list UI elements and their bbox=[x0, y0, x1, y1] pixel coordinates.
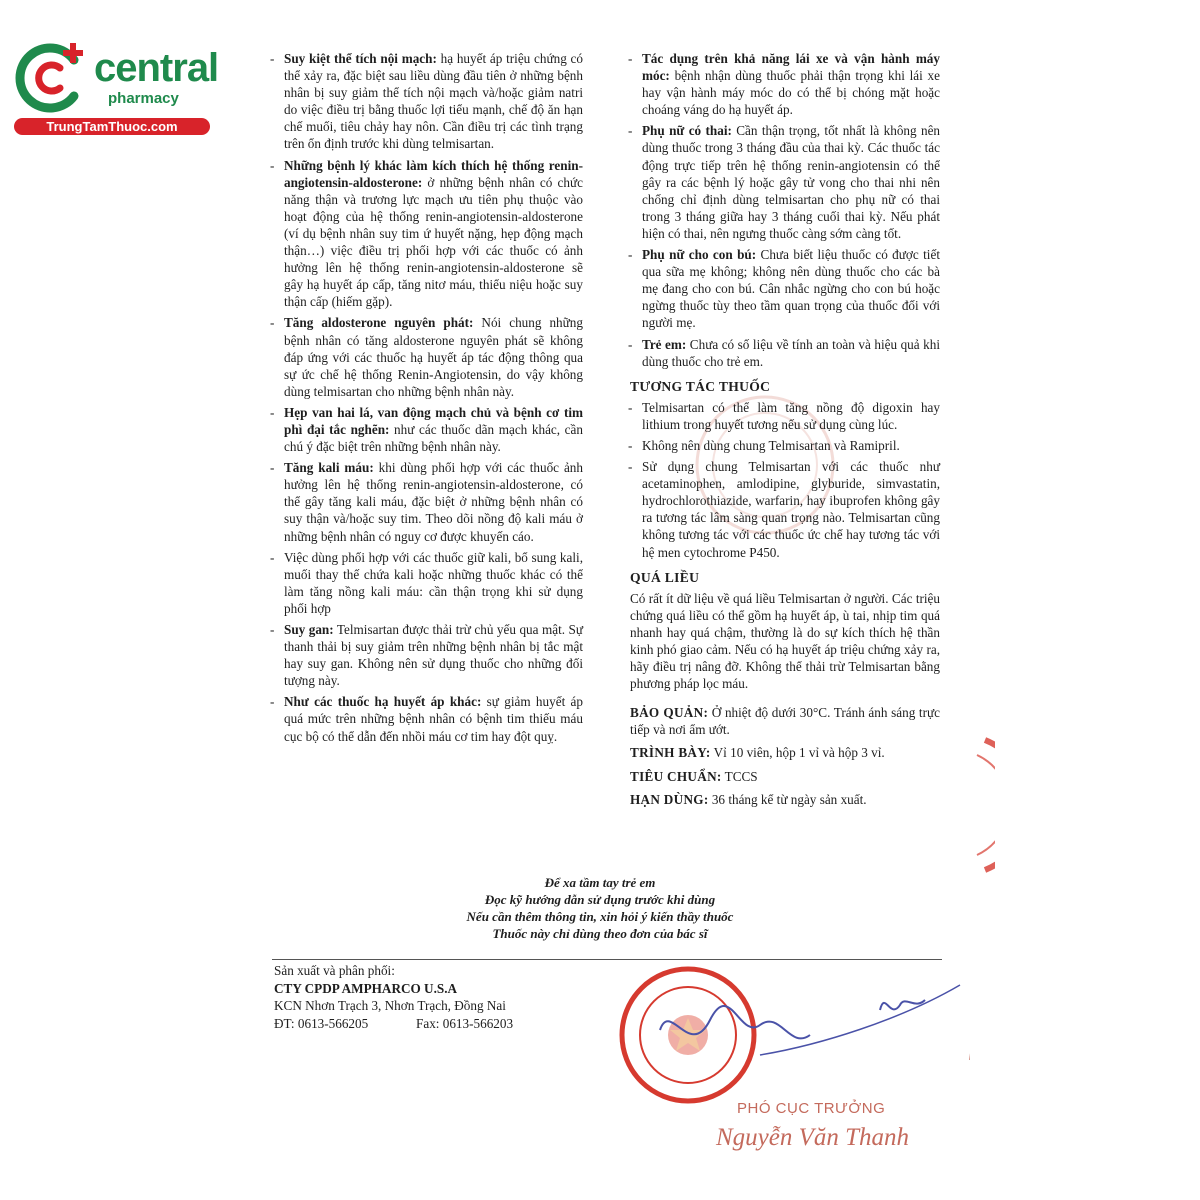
section-title-overdose: QUÁ LIỀU bbox=[630, 569, 700, 585]
list-item: - Sử dụng chung Telmisartan với các thuốc như acetaminophen, amlodipine, glyburide, simvastatin, hydrochlorothiazide, warfarin, hay ibuprofen không gây ra tương tác lâm sàng quan trọng nào. Telmisartan cũng không tương tác với các thuốc ức chế hay tương tác với hệ men cytochrome P450. bbox=[628, 459, 940, 560]
list-item: - Như các thuốc hạ huyết áp khác: sự giảm huyết áp quá mức trên những bệnh nhân có bệnh tim thiếu máu cục bộ có thể dẫn đến nhồi máu cơ tim hay đột quỵ. bbox=[270, 694, 583, 744]
packaging-line: TRÌNH BÀY: Vỉ 10 viên, hộp 1 vỉ và hộp 3 vỉ. bbox=[630, 745, 885, 761]
standard-line: TIÊU CHUẨN: TCCS bbox=[630, 768, 758, 784]
overdose-text: Có rất ít dữ liệu về quá liều Telmisartan ở người. Các triệu chứng quá liều có thể gồm hạ huyết áp, ù tai, nhịp tim quá nhanh hay quá chậm, thường là do sự kích thích hệ thần kinh phó giao cảm. Nếu có hạ huyết áp triệu chứng xảy ra, hãy điều trị nâng đỡ. Không thể thải trừ Telmisartan bằng phương pháp lọc máu. bbox=[630, 590, 940, 692]
logo-site: TrungTamThuoc.com bbox=[14, 118, 210, 135]
logo-sub: pharmacy bbox=[108, 90, 179, 107]
list-item: - Phụ nữ cho con bú: Chưa biết liệu thuốc có được tiết qua sữa mẹ không; không nên dùng thuốc cho các bà mẹ đang cho con bú. Cân nhắc ngừng cho con bú hoặc ngừng thuốc tùy theo tầm quan trọng của thuốc đối với người mẹ. bbox=[628, 247, 940, 331]
logo-name: central bbox=[94, 46, 219, 90]
list-item: - Tăng kali máu: khi dùng phối hợp với các thuốc ảnh hưởng lên hệ thống renin-angiotensin-aldosterone, có thể gây tăng kali máu, đặc biệt ở những bệnh nhân có suy thận và/hoặc suy tim. Theo dõi nồng độ kali máu ở những bệnh nhân có nguy cơ được khuyến cáo. bbox=[270, 460, 583, 544]
manufacturer-company: CTY CPDP AMPHARCO U.S.A bbox=[274, 980, 458, 996]
section-title-interactions: TƯƠNG TÁC THUỐC bbox=[630, 378, 771, 394]
list-item: - Những bệnh lý khác làm kích thích hệ thống renin-angiotensin-aldosterone: ở những bệnh nhân có chức năng thận và trương lực mạch ưu tiên phụ thuộc vào hoạt động của hệ thống renin-angiotensin-aldosterone (ví dụ bệnh nhân suy tim ứ huyết nặng, hẹp động mạch thận…) việc điều trị phối hợp với các thuốc có ảnh hưởng lên hệ thống renin-angiotensin-aldosterone sẽ gây hạ huyết áp cấp, tăng nitơ máu, thiểu niệu hoặc suy thận cấp (hiếm gặp). bbox=[270, 157, 583, 310]
warning-line: Nếu cần thêm thông tin, xin hỏi ý kiến thầy thuốc bbox=[466, 909, 734, 924]
list-item: - Telmisartan có thể làm tăng nồng độ digoxin hay lithium trong huyết tương nếu sử dụng cùng lúc. bbox=[628, 399, 940, 432]
expiry-line: HẠN DÙNG: 36 tháng kể từ ngày sản xuất. bbox=[630, 791, 867, 807]
warning-line: Đọc kỹ hướng dẫn sử dụng trước khi dùng bbox=[484, 892, 716, 907]
list-item: - Hẹp van hai lá, van động mạch chủ và bệnh cơ tim phì đại tắc nghẽn: như các thuốc dãn mạch khác, cần chú ý đặc biệt trên những bệnh nhân này. bbox=[270, 404, 583, 455]
warning-line: Để xa tầm tay trẻ em bbox=[544, 875, 656, 890]
list-item: - Tác dụng trên khả năng lái xe và vận hành máy móc: bệnh nhận dùng thuốc phải thận trọng khi lái xe hay vận hành máy móc do có thể bị chóng mặt hoặc choáng váng do hạ huyết áp. bbox=[628, 51, 940, 118]
manufacturer-phone: ĐT: 0613-566205 bbox=[274, 1015, 369, 1031]
right-column bbox=[628, 50, 940, 814]
list-item: - Không nên dùng chung Telmisartan và Ramipril. bbox=[628, 437, 900, 453]
list-item: - Suy kiệt thể tích nội mạch: hạ huyết áp triệu chứng có thể xảy ra, đặc biệt sau liều dùng đầu tiên ở những bệnh nhân bị suy giảm thể tích nội mạch và/hoặc giảm natri do việc điều trị bằng thuốc lợi tiểu mạnh, chế độ ăn hạn chế muối, tiêu chảy hay nôn. Cần điều trị các tình trạng trên ổn định trước khi dùng telmisartan. bbox=[270, 51, 584, 152]
manufacturer-block bbox=[274, 962, 614, 1032]
signer-title: PHÓ CỤC TRƯỞNG bbox=[737, 1100, 886, 1117]
list-item: - Việc dùng phối hợp với các thuốc giữ kali, bổ sung kali, muối thay thế chứa kali hoặc những thuốc khác có thể làm tăng nồng kali máu: cần thận trọng khi sử dụng phối hợp bbox=[270, 549, 583, 616]
list-item: - Suy gan: Telmisartan được thải trừ chủ yếu qua mật. Sự thanh thải bị suy giảm trên những bệnh nhân bị tắc mật hay suy gan. Không nên sử dụng thuốc cho những đối tượng này. bbox=[270, 622, 583, 689]
pharmacy-logo bbox=[12, 38, 217, 138]
warning-line: Thuốc này chỉ dùng theo đơn của bác sĩ bbox=[492, 926, 708, 941]
signature-scribble-icon bbox=[640, 980, 970, 1070]
partial-stamp-icon bbox=[955, 735, 995, 875]
signer-name: Nguyễn Văn Thanh bbox=[716, 1124, 910, 1151]
list-item: - Tăng aldosterone nguyên phát: Nói chung những bệnh nhân có tăng aldosterone nguyên phát sẽ không đáp ứng với các thuốc hạ huyết áp tác động thông qua sự ức chế hệ thống Renin-Angiotensin, do vậy không dùng telmisartan cho những bệnh nhân này. bbox=[270, 315, 583, 399]
manufacturer-fax: Fax: 0613-566203 bbox=[416, 1015, 514, 1031]
warnings-block bbox=[420, 874, 780, 942]
storage-line: BẢO QUẢN: Ở nhiệt độ dưới 30°C. Tránh ánh sáng trực tiếp và nơi ẩm ướt. bbox=[630, 705, 940, 738]
manufacturer-label: Sản xuất và phân phối: bbox=[274, 963, 395, 978]
logo-c-icon bbox=[12, 38, 92, 118]
manufacturer-contact bbox=[274, 1015, 614, 1033]
manufacturer-address: KCN Nhơn Trạch 3, Nhơn Trạch, Đồng Nai bbox=[274, 998, 506, 1013]
list-item: - Phụ nữ có thai: Cần thận trọng, tốt nhất là không nên dùng thuốc trong 3 tháng đầu của thai kỳ. Các thuốc tác động trực tiếp trên hệ thống renin-angiotensin có thể gây ra các bệnh lý hoặc gây tử vong cho thai nhi nên chống chỉ định dùng telmisartan cho phụ nữ có thai trong 3 tháng giữa hay 3 tháng cuối thai kỳ. Nếu phát hiện có thai, nên ngưng thuốc càng sớm càng tốt. bbox=[628, 123, 941, 241]
divider bbox=[272, 959, 942, 960]
left-column bbox=[270, 50, 583, 749]
list-item: - Trẻ em: Chưa có số liệu về tính an toàn và hiệu quả khi dùng thuốc cho trẻ em. bbox=[628, 336, 940, 369]
